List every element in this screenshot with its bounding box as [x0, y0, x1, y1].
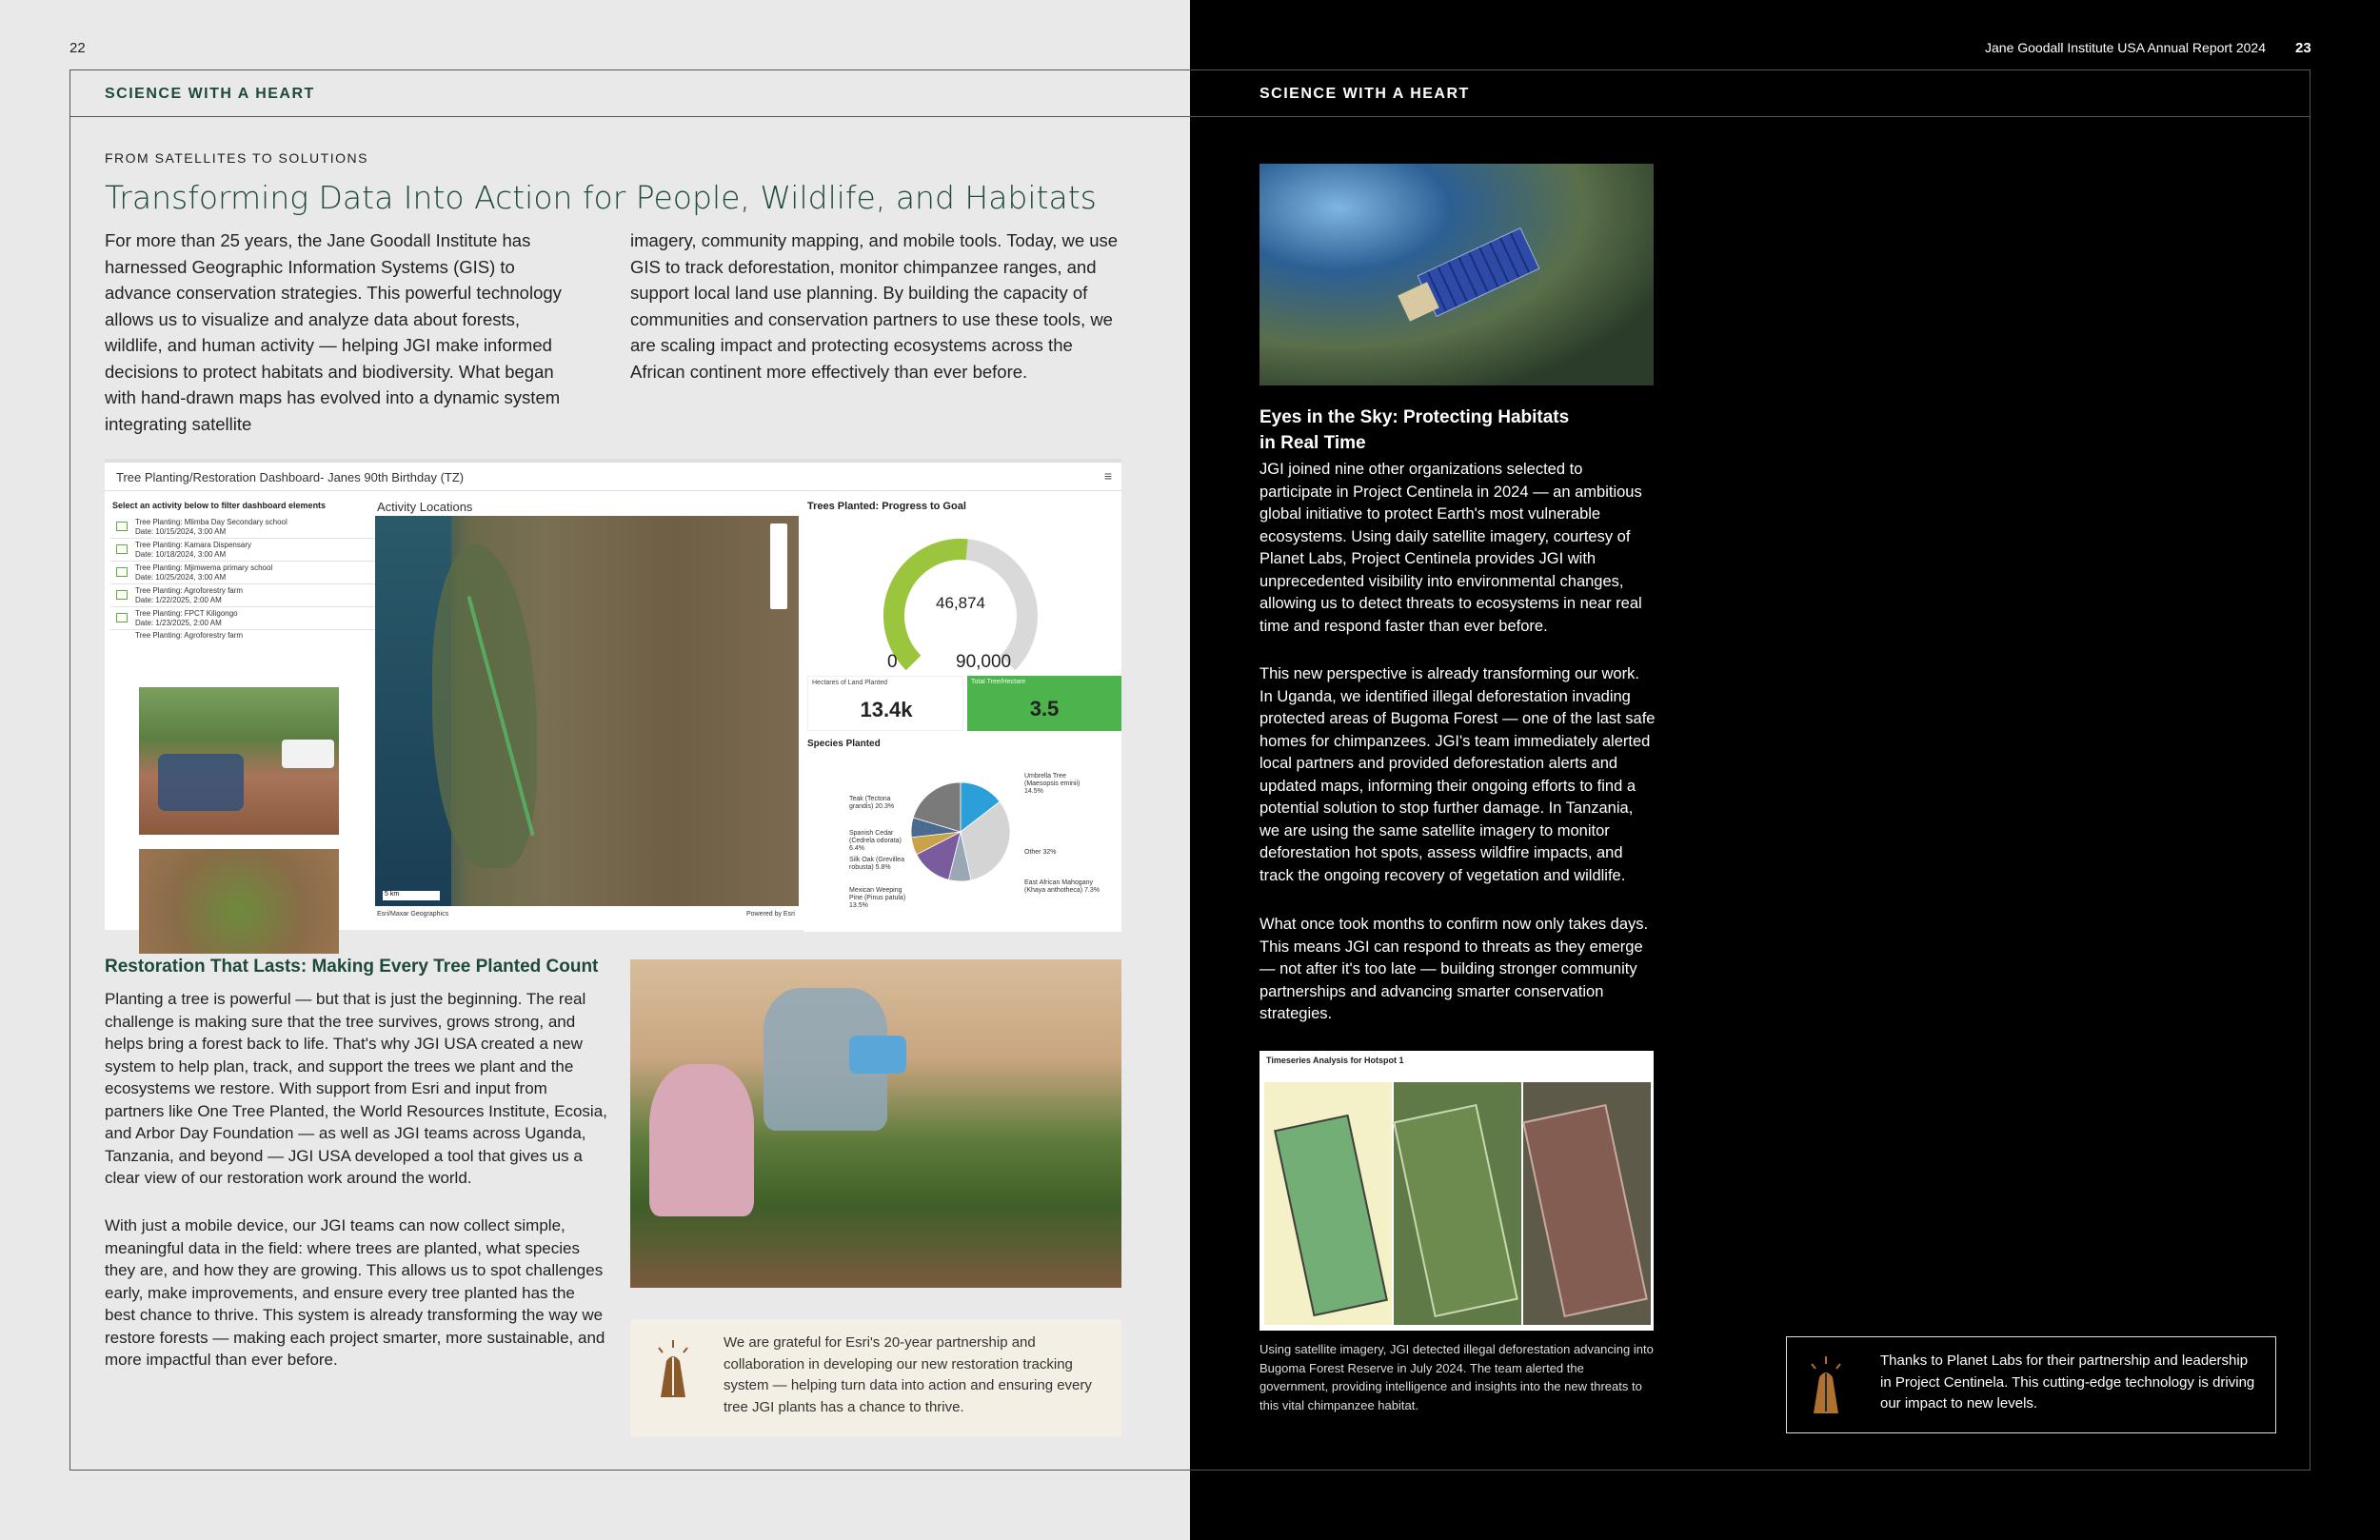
map-panel-3 [1523, 1082, 1651, 1325]
activity-date: Date: 10/18/2024, 3:00 AM [135, 550, 227, 559]
activity-date: Date: 1/23/2025, 2:00 AM [135, 619, 222, 627]
school-planting-photo [139, 687, 339, 835]
page-number-left: 22 [69, 40, 86, 56]
pie-label-mahogany: East African Mahogany (Khaya anthotheca) 7.3% [1024, 879, 1100, 894]
restoration-para-1: Planting a tree is powerful — but that is just the beginning. The real challenge is making sure that the tree survives, grows strong, and helps bring a forest back to life. That's why JGI USA created a new system to help plan, track, and support the trees we plant and the ecosystems we restore. With support from Esri and input from partners like One Tree Planted, the World Resources Institute, Ecosia, and Arbor Day Foundation — as well as JGI teams across Uganda, Tanzania, and beyond — JGI USA developed a tool that gives us a clear view of our restoration work around the world. [105, 990, 607, 1187]
praying-hands-icon [1804, 1354, 1848, 1417]
stat-hectares-label: Hectares of Land Planted [812, 680, 887, 686]
activity-icon [116, 613, 128, 622]
species-pie-chart [908, 780, 1013, 884]
dashboard-title: Tree Planting/Restoration Dashboard- Janes 90th Birthday (TZ) [116, 470, 465, 484]
activity-date: Date: 1/22/2025, 2:00 AM [135, 596, 222, 604]
activity-name: Tree Planting: FPCT Kiligongo [135, 609, 238, 618]
gauge-panel [803, 497, 1118, 673]
praying-hands-icon [651, 1338, 695, 1401]
page-number-right: 23 [2295, 40, 2311, 56]
species-panel [803, 737, 1121, 932]
activity-name: Tree Planting: Kamara Dispensary [135, 541, 251, 549]
eyes-heading-line-2: in Real Time [1259, 433, 1366, 453]
activity-name: Tree Planting: Mlimba Day Secondary school [135, 518, 288, 526]
map-title: Activity Locations [377, 500, 473, 514]
map-zoom-controls[interactable] [770, 523, 787, 609]
eyes-para-3: What once took months to confirm now only takes days. This means JGI can respond to threats as they emerge — not after it's too late — building stronger community partnerships and advancing smarter conservation strategies. [1259, 916, 1649, 1022]
esri-callout-text: We are grateful for Esri's 20-year partnership and collaboration in developing our new restoration tracking system — helping turn data into action and ensuring every tree JGI plants has a chance to thrive. [724, 1334, 1092, 1415]
map-panel [375, 497, 799, 930]
pie-label-other: Other 32% [1024, 849, 1057, 856]
activity-icon [116, 590, 128, 600]
activity-icon [116, 522, 128, 531]
section-label-left: SCIENCE WITH A HEART [105, 86, 315, 102]
deforestation-map [1259, 1051, 1654, 1331]
gauge-max: 90,000 [956, 652, 1012, 672]
activity-date: Date: 10/25/2024, 3:00 AM [135, 573, 227, 582]
map-caption: Using satellite imagery, JGI detected illegal deforestation advancing into Bugoma Forest Reserve in July 2024. The team alerted the government, providing intelligence and insights into the new threats to this vital chimpanzee habitat. [1259, 1342, 1654, 1412]
page-title: Transforming Data Into Action for People, Wildlife, and Habitats [105, 179, 1097, 216]
section-label-right: SCIENCE WITH A HEART [1259, 86, 1470, 102]
map-credit-left: Esri/Maxar Geographics [377, 911, 449, 918]
pie-label-pine: Mexican Weeping Pine (Pinus patula) 13.5% [849, 887, 906, 909]
dashboard-screenshot [105, 459, 1121, 930]
esri-callout [630, 1319, 1121, 1437]
activity-icon [116, 567, 128, 577]
map-panel-1 [1264, 1082, 1392, 1325]
stat-tree-label: Total Tree/Hectare [971, 679, 1026, 685]
satellite-photo [1259, 164, 1654, 385]
map-scale: 5 km [383, 891, 440, 900]
eyes-para-1: JGI joined nine other organizations selected to participate in Project Centinela in 2024 — an ambitious global initiative to protect Earth's most vulnerable ecosystems. Using daily satellite imagery, courtesy of Planet Labs, Project Centinela provides JGI with unprecedented visibility into environmental changes, allowing us to detect threats to ecosystems in near real time and respond faster than ever before. [1259, 461, 1642, 635]
activity-icon [116, 544, 128, 554]
satellite-map[interactable] [375, 516, 799, 906]
activity-name: Tree Planting: Mjimwema primary school [135, 563, 273, 572]
gauge-value: 46,874 [936, 594, 985, 612]
restoration-heading: Restoration That Lasts: Making Every Tree Planted Count [105, 957, 599, 977]
stat-tree-per-hectare [967, 676, 1121, 731]
right-page [1190, 0, 2380, 1540]
pie-title: Species Planted [807, 739, 881, 749]
stat-tree-value: 3.5 [1029, 697, 1060, 721]
gauge-title: Trees Planted: Progress to Goal [807, 501, 966, 512]
deforestation-map-title: Timeseries Analysis for Hotspot 1 [1266, 1056, 1404, 1065]
kicker: FROM SATELLITES TO SOLUTIONS [105, 150, 368, 166]
pie-label-cedar: Spanish Cedar (Cedrela odorata) 6.4% [849, 830, 902, 852]
eyes-para-2: This new perspective is already transforming our work. In Uganda, we identified illegal deforestation invading protected areas of Bugoma Forest — one of the last safe homes for chimpanzees. JGI's team immediately alerted local partners and provided deforestation alerts and updated maps, informing their ongoing efforts to find a potential solution to stop further damage. In Tanzania, we are using the same satellite imagery to monitor deforestation hot spots, assess wildfire impacts, and track the ongoing recovery of vegetation and wildlife. [1259, 665, 1656, 884]
planet-callout [1786, 1336, 2276, 1433]
filter-heading: Select an activity below to filter dashboard elements [112, 501, 327, 510]
map-panel-2 [1394, 1082, 1521, 1325]
pie-label-teak: Teak (Tectona grandis) 20.3% [849, 796, 895, 810]
eyes-heading-line-1: Eyes in the Sky: Protecting Habitats [1259, 407, 1570, 427]
pie-label-silkoak: Silk Oak (Grevillea robusta) 5.8% [849, 857, 904, 871]
header-rule [69, 116, 2311, 117]
pie-label-umbrella: Umbrella Tree (Maesopsis eminii) 14.5% [1024, 773, 1081, 795]
report-title: Jane Goodall Institute USA Annual Report 2024 [1985, 40, 2266, 55]
restoration-para-2: With just a mobile device, our JGI teams can now collect simple, meaningful data in the field: where trees are planted, what species they are, and how they are growing. This allows us to spot challenges early, make improvements, and ensure every tree planted has the best chance to thrive. This system is already transforming the way we restore forests — making each project smarter, more sustainable, and more impactful than ever before. [105, 1216, 605, 1369]
planting-photo [630, 959, 1121, 1288]
activity-date: Date: 10/15/2024, 3:00 AM [135, 527, 227, 536]
seedling-photo [139, 849, 339, 954]
activity-name: Tree Planting: Agroforestry farm [135, 586, 244, 595]
dashboard-header [105, 463, 1121, 491]
gauge-min: 0 [887, 652, 898, 672]
stat-hectares [807, 676, 963, 731]
activity-name: Tree Planting: Agroforestry farm [135, 631, 244, 640]
menu-icon[interactable]: ≡ [1103, 468, 1112, 484]
map-credit-right: Powered by Esri [746, 911, 795, 918]
intro-column-2: imagery, community mapping, and mobile tools. Today, we use GIS to track deforestation, monitor chimpanzee ranges, and support local land use planning. By building the capacity of communities and conservation partners to use these tools, we are scaling impact and protecting ecosystems across the African continent more effectively than ever before. [630, 230, 1119, 382]
stat-hectares-value: 13.4k [860, 698, 913, 721]
planet-callout-text: Thanks to Planet Labs for their partnership and leadership in Project Centinela. This cutting-edge technology is driving our impact to new levels. [1880, 1352, 2255, 1412]
intro-column-1: For more than 25 years, the Jane Goodall Institute has harnessed Geographic Information Systems (GIS) to advance conservation strategies. This powerful technology allows us to visualize and analyze data about forests, wildlife, and human activity — helping JGI make informed decisions to protect habitats and biodiversity. What began with hand-drawn maps has evolved into a dynamic system integrating satellite [105, 230, 562, 434]
